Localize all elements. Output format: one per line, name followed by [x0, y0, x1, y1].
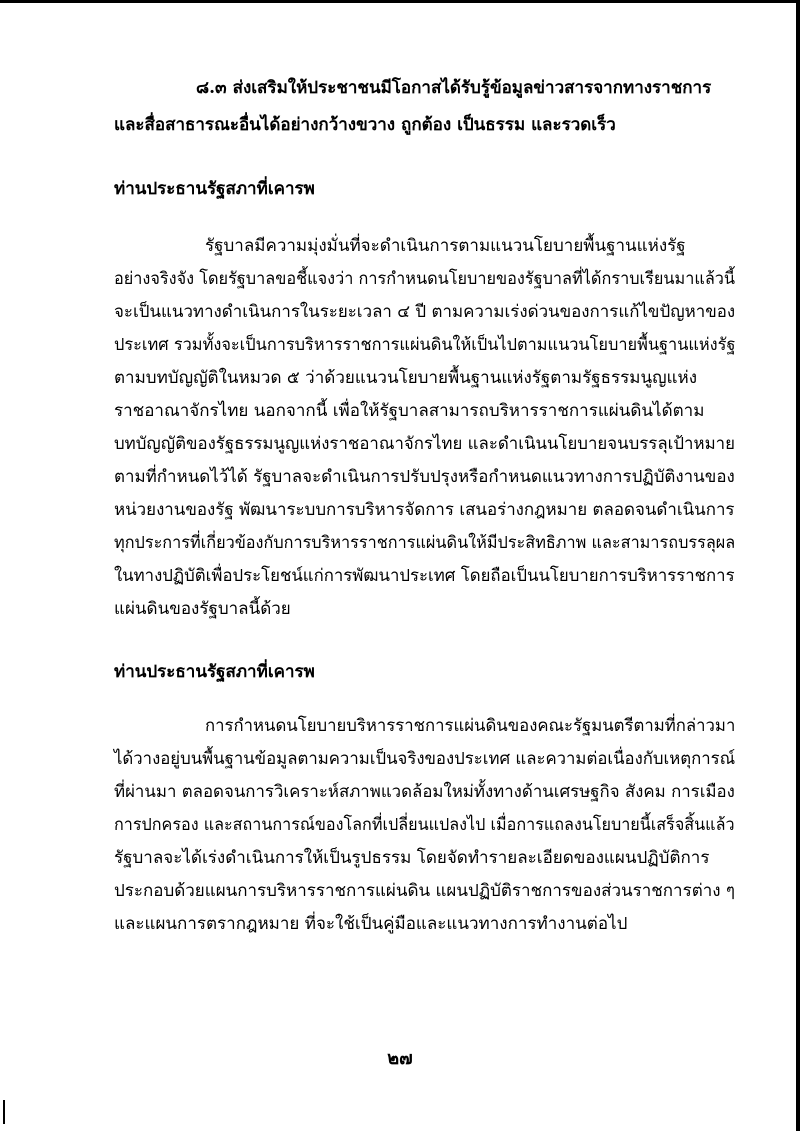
paragraph-1-line: ในทางปฏิบัติเพื่อประโยชน์แก่การพัฒนาประเทศ โดยถือเป็นนโยบายการบริหารราชการ [114, 566, 735, 586]
paragraph-2-line: และแผนการตรากฎหมาย ที่จะใช้เป็นคู่มือและแนวทางการทำงานต่อไป [114, 914, 628, 934]
paragraph-1-line: ทุกประการที่เกี่ยวข้องกับการบริหารราชการแผ่นดินให้มีประสิทธิภาพ และสามารถบรรลุผล [114, 533, 736, 553]
paragraph-2-line: ได้วางอยู่บนพื้นฐานข้อมูลตามความเป็นจริงของประเทศ และความต่อเนื่องกับเหตุการณ์ [114, 749, 736, 769]
salutation-2: ท่านประธานรัฐสภาที่เคารพ [114, 662, 315, 682]
paragraph-1-line: รัฐบาลมีความมุ่งมั่นที่จะดำเนินการตามแนวนโยบายพื้นฐานแห่งรัฐ [205, 236, 686, 256]
paragraph-2-line: การกำหนดนโยบายบริหารราชการแผ่นดินของคณะรัฐมนตรีตามที่กล่าวมา [205, 716, 736, 736]
paragraph-1-line: ประเทศ รวมทั้งจะเป็นการบริหารราชการแผ่นดินให้เป็นไปตามแนวนโยบายพื้นฐานแห่งรัฐ [114, 335, 736, 355]
paragraph-2-line: ประกอบด้วยแผนการบริหารราชการแผ่นดิน แผนปฏิบัติราชการของส่วนราชการต่าง ๆ [114, 881, 736, 901]
paragraph-2-line: ที่ผ่านมา ตลอดจนการวิเคราะห์สภาพแวดล้อมใหม่ทั้งทางด้านเศรษฐกิจ สังคม การเมือง [114, 782, 735, 802]
paragraph-1-line: ตามบทบัญญัติในหมวด ๕ ว่าด้วยแนวนโยบายพื้นฐานแห่งรัฐตามรัฐธรรมนูญแห่ง [114, 368, 698, 388]
paragraph-1-line: หน่วยงานของรัฐ พัฒนาระบบการบริหารจัดการ เสนอร่างกฎหมาย ตลอดจนดำเนินการ [114, 500, 735, 520]
section-heading-line-1: ๘.๓ ส่งเสริมให้ประชาชนมีโอกาสได้รับรู้ข้อมูลข่าวสารจากทางราชการ [196, 78, 712, 98]
paragraph-1-line: แผ่นดินของรัฐบาลนี้ด้วย [114, 599, 291, 619]
paragraph-1-line: อย่างจริงจัง โดยรัฐบาลขอชี้แจงว่า การกำหนดนโยบายของรัฐบาลที่ได้กราบเรียนมาแล้วนี้ [114, 269, 736, 289]
page-number: ๒๗ [387, 1048, 413, 1069]
paragraph-1-line: ราชอาณาจักรไทย นอกจากนี้ เพื่อให้รัฐบาลสามารถบริหารราชการแผ่นดินได้ตาม [114, 401, 705, 421]
paragraph-2-line: รัฐบาลจะได้เร่งดำเนินการให้เป็นรูปธรรม โดยจัดทำรายละเอียดของแผนปฏิบัติการ [114, 848, 710, 868]
paragraph-1-line: ตามที่กำหนดไว้ได้ รัฐบาลจะดำเนินการปรับปรุงหรือกำหนดแนวทางการปฏิบัติงานของ [114, 467, 735, 487]
section-heading-line-2: และสื่อสาธารณะอื่นได้อย่างกว้างขวาง ถูกต้อง เป็นธรรม และรวดเร็ว [114, 115, 616, 135]
salutation-1: ท่านประธานรัฐสภาที่เคารพ [114, 179, 315, 199]
paragraph-1-line: จะเป็นแนวทางดำเนินการในระยะเวลา ๔ ปี ตามความเร่งด่วนของการแก้ไขปัญหาของ [114, 302, 736, 322]
paragraph-1-line: บทบัญญัติของรัฐธรรมนูญแห่งราชอาณาจักรไทย และดำเนินนโยบายจนบรรลุเป้าหมาย [114, 434, 735, 454]
paragraph-2-line: การปกครอง และสถานการณ์ของโลกที่เปลี่ยนแปลงไป เมื่อการแถลงนโยบายนี้เสร็จสิ้นแล้ว [114, 815, 735, 835]
